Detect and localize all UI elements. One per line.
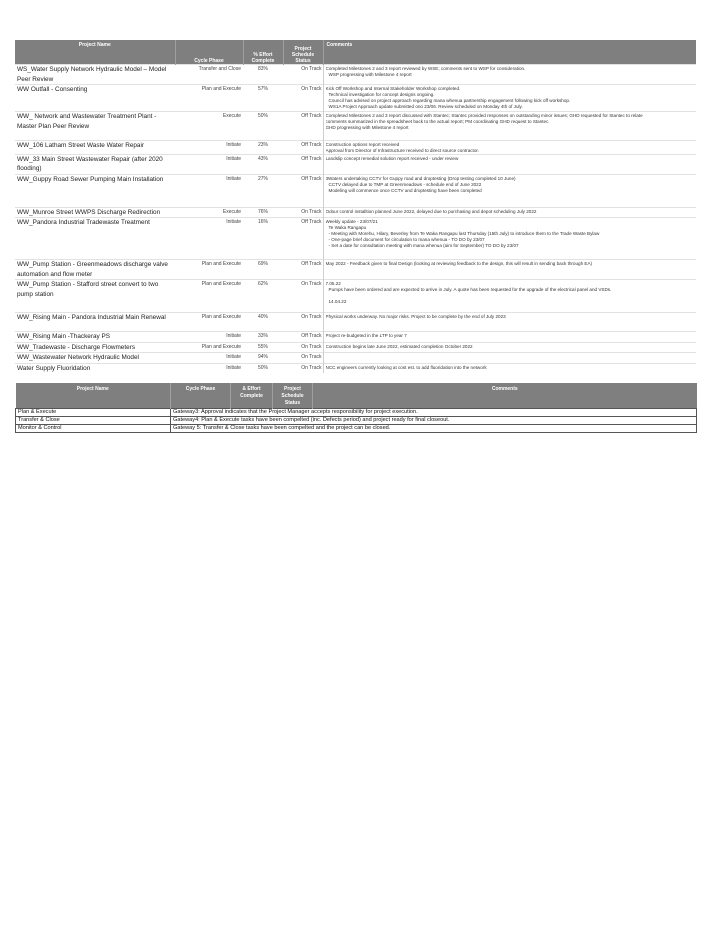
legend-header-comments: Comments (313, 383, 697, 409)
cycle-phase-cell: Initiate (175, 218, 243, 260)
comment-line: GHD progressing with Milestone 4 report (325, 124, 409, 130)
table-row (15, 112, 696, 141)
table-row (15, 342, 696, 353)
cycle-phase-cell: Execute (175, 112, 243, 141)
schedule-status-cell: Off Track (283, 332, 323, 343)
comments-cell (323, 332, 696, 343)
table-row (15, 65, 696, 85)
project-name-cell: WW_Munroe Street WWPS Discharge Redirection (15, 207, 175, 218)
legend-header-project-name: Project Name (16, 383, 171, 409)
comment-line: Council has advised on project approach regarding mana whenua partnership engagement following kick off workshop. (328, 97, 571, 103)
comment-line: Weekly update - 23/07/21 (325, 219, 378, 225)
table-row (15, 154, 696, 174)
comments-cell (323, 353, 696, 364)
table-row (15, 313, 696, 332)
table-row (15, 141, 696, 155)
effort-complete-cell: 33% (243, 332, 283, 343)
project-name-cell: WW_Wastewater Network Hydraulic Model (15, 353, 175, 364)
comment-line: May 2022 - Feedback given to final Design (looking at reviewing feedback to the design, this will result in sending back through EA) (325, 261, 593, 267)
cycle-phase-cell: Plan and Execute (175, 85, 243, 112)
schedule-status-cell: Off Track (283, 112, 323, 141)
comments-cell (323, 280, 696, 313)
cycle-phase-cell: Plan and Execute (175, 280, 243, 313)
project-name-cell: WW_Pandora Industrial Tradewaste Treatment (15, 218, 175, 260)
comments-cell (323, 112, 696, 141)
project-name-cell: WW_33 Main Street Wastewater Repair (after 2020 flooding) (15, 154, 175, 174)
cycle-phase-cell: Initiate (175, 154, 243, 174)
comments-cell (323, 174, 696, 207)
project-name-cell: WW_Guppy Road Sewer Pumping Main Installation (15, 174, 175, 207)
comment-line: Completed Milestones 2 and 3 report discussed with Stantec; Stantec provided responses on outstanding minor issues; GHD requested for Stantec to relate (325, 113, 643, 118)
comment-line: Project re-budgeted in the LTP to year 7 (325, 333, 407, 339)
project-name-cell: WW_Rising Main -Thackeray PS (15, 332, 175, 343)
effort-complete-cell: 27% (243, 174, 283, 207)
comments-cell (323, 154, 696, 174)
comment-line: - Set a date for consultation meeting with mana whenua (aim for September) TO DO by 23/07 (328, 242, 519, 248)
gateway-legend-table (15, 383, 697, 433)
schedule-status-cell: On Track (283, 65, 323, 85)
comments-cell (323, 313, 696, 332)
comment-line: 7.05.22 (325, 281, 341, 287)
project-status-table (15, 40, 696, 373)
schedule-status-cell: Off Track (283, 218, 323, 260)
table-row (15, 353, 696, 364)
comment-line: Approval from Director of Infrastructure received to direct source contractor. (325, 147, 479, 153)
legend-row (16, 409, 697, 417)
table-row (15, 280, 696, 313)
cycle-phase-cell: Transfer and Close (175, 65, 243, 85)
table-row (15, 207, 696, 218)
legend-row (16, 425, 697, 433)
cycle-phase-cell: Initiate (175, 174, 243, 207)
project-name-cell: WW Outfall - Consenting (15, 85, 175, 112)
effort-complete-cell: 50% (243, 112, 283, 141)
schedule-status-cell: Off Track (283, 260, 323, 280)
comment-line: NCC engineers currently looking at cost est. to add fluoridation into the network (325, 364, 487, 370)
comments-cell (323, 342, 696, 353)
cycle-phase-cell: Initiate (175, 363, 243, 373)
project-name-cell: WW_Tradewaste - Discharge Flowmeters (15, 342, 175, 353)
schedule-status-cell: Off Track (283, 154, 323, 174)
header-cycle-phase: Cycle Phase (175, 40, 243, 65)
comments-cell (323, 260, 696, 280)
project-name-cell: WW_ Network and Wastewater Treatment Plant - Master Plan Peer Review (15, 112, 175, 141)
legend-header-row (16, 383, 697, 409)
comment-line: comments summarized in the spreadsheet back to the actual report; PM coordinating GHD request to Stantec (325, 118, 549, 124)
schedule-status-cell: Off Track (283, 174, 323, 207)
header-effort-complete: % Effort Complete (243, 40, 283, 65)
legend-gateway-cell: Gateway3: Approval indicates that the Project Manager accepts responsibility for project execution. (171, 409, 697, 417)
project-name-cell: WW_106 Latham Street Waste Water Repair (15, 141, 175, 155)
comments-cell (323, 85, 696, 112)
cycle-phase-cell: Initiate (175, 332, 243, 343)
comment-line: WSP progressing with Milestone 4 report (328, 71, 412, 77)
comment-line: Construction begins late June 2022, estimated completion October 2022 (325, 343, 473, 349)
project-name-cell: Water Supply Fluoridation (15, 363, 175, 373)
schedule-status-cell: On Track (283, 342, 323, 353)
project-name-cell: WW_Pump Station - Greenmeadows discharge valve automation and flow meter (15, 260, 175, 280)
table-row (15, 218, 696, 260)
legend-phase-cell: Transfer & Close (16, 417, 171, 425)
comments-cell (323, 218, 696, 260)
comment-line: Technical investigation for concept designs ongoing. (328, 91, 435, 97)
project-name-cell: WW_Pump Station - Stafford street convert to two pump station (15, 280, 175, 313)
comments-cell (323, 65, 696, 85)
comment-line: Physical works underway. No major risks. Project to be complete by the end of July 2023 (325, 314, 506, 320)
cycle-phase-cell: Plan and Execute (175, 260, 243, 280)
effort-complete-cell: 69% (243, 260, 283, 280)
comment-line: Completed Milestones 2 and 3 report reviewed by WSE; comments sent to WSP for consideration. (325, 66, 526, 71)
schedule-status-cell: On Track (283, 353, 323, 364)
schedule-status-cell: On Track (283, 363, 323, 373)
legend-phase-cell: Monitor & Control (16, 425, 171, 433)
header-schedule-status: Project Schedule Status (283, 40, 323, 65)
comment-line: Te Waka Rangapu (328, 225, 367, 231)
project-name-cell: WW_Rising Main - Pandora Industrial Main Renewal (15, 313, 175, 332)
comment-line: Kick Off Workshop and Internal Stakeholder Workshop completed. (325, 86, 461, 91)
cycle-phase-cell: Initiate (175, 353, 243, 364)
legend-header-effort-complete: & Effort Complete (231, 383, 273, 409)
comments-cell (323, 141, 696, 155)
effort-complete-cell: 40% (243, 313, 283, 332)
comments-cell (323, 363, 696, 373)
effort-complete-cell: 50% (243, 363, 283, 373)
effort-complete-cell: 57% (243, 85, 283, 112)
comment-line: CCTV delayed due to TMP at Greenmeadows - schedule end of June 2022 (328, 181, 482, 187)
legend-gateway-cell: Gateway4: Plan & Execute tasks have been compelted (inc. Defects period) and project ready for final closeout. (171, 417, 697, 425)
comment-line: 14.04.22 (328, 299, 347, 305)
comment-line: Pumps have been ordered and are expected to arrive in July. A quote has been requested for the upgrade of the electrical panel and VSDs. (328, 287, 612, 293)
comment-line: Odour control installtion planned June 2022, delayed due to purchasing and depot scheduling July 2022 (325, 208, 537, 214)
legend-header-schedule-status: Project Schedule Status (273, 383, 313, 409)
cycle-phase-cell: Execute (175, 207, 243, 218)
header-project-name: Project Name (15, 40, 175, 65)
cycle-phase-cell: Initiate (175, 141, 243, 155)
table-row (15, 260, 696, 280)
comments-cell (323, 207, 696, 218)
comment-line: - One-page brief document for circulation to mana whenua - TO DO by 23/07 (328, 237, 485, 243)
schedule-status-cell: On Track (283, 313, 323, 332)
schedule-status-cell: Off Track (283, 141, 323, 155)
table-row (15, 85, 696, 112)
effort-complete-cell: 76% (243, 207, 283, 218)
effort-complete-cell: 16% (243, 218, 283, 260)
cycle-phase-cell: Plan and Execute (175, 313, 243, 332)
cycle-phase-cell: Plan and Execute (175, 342, 243, 353)
legend-gateway-cell: Gateway 5: Transfer & Close tasks have been compelted and the project can be closed. (171, 425, 697, 433)
legend-header-cycle-phase: Cycle Phase (171, 383, 231, 409)
project-name-cell: WS_Water Supply Network Hydraulic Model – Model Peer Review (15, 65, 175, 85)
comment-line: Landslip concept remedial solution report received - under review (325, 155, 459, 161)
effort-complete-cell: 55% (243, 342, 283, 353)
comment-line: - Meeting with Morehu, Hilary, Beverley from Te Waka Rangapu last Thursday (15th July) to introduce them to the Trade Waste Bylaw (328, 231, 600, 237)
comment-line: Construction options report received (325, 142, 400, 147)
comment-line: Modeling will commence once CCTV and droptesting have been completed (328, 187, 482, 193)
table-row (15, 363, 696, 373)
schedule-status-cell: On Track (283, 207, 323, 218)
header-comments: Comments (323, 40, 696, 65)
effort-complete-cell: 83% (243, 65, 283, 85)
comment-line: WS1A Project Approach update submitted ono 23/06. Review scheduled on Monday 4th of July. (328, 103, 523, 109)
legend-phase-cell: Plan & Execute (16, 409, 171, 417)
effort-complete-cell: 43% (243, 154, 283, 174)
table-header-row (15, 40, 696, 65)
table-row (15, 174, 696, 207)
legend-row (16, 417, 697, 425)
comment-line: 3Waters undertaking CCTV for Guppy road and droptesting (Drop testing completed 10 June) (325, 175, 516, 181)
schedule-status-cell: On Track (283, 85, 323, 112)
table-row (15, 332, 696, 343)
schedule-status-cell: On Track (283, 280, 323, 313)
effort-complete-cell: 94% (243, 353, 283, 364)
effort-complete-cell: 62% (243, 280, 283, 313)
effort-complete-cell: 23% (243, 141, 283, 155)
